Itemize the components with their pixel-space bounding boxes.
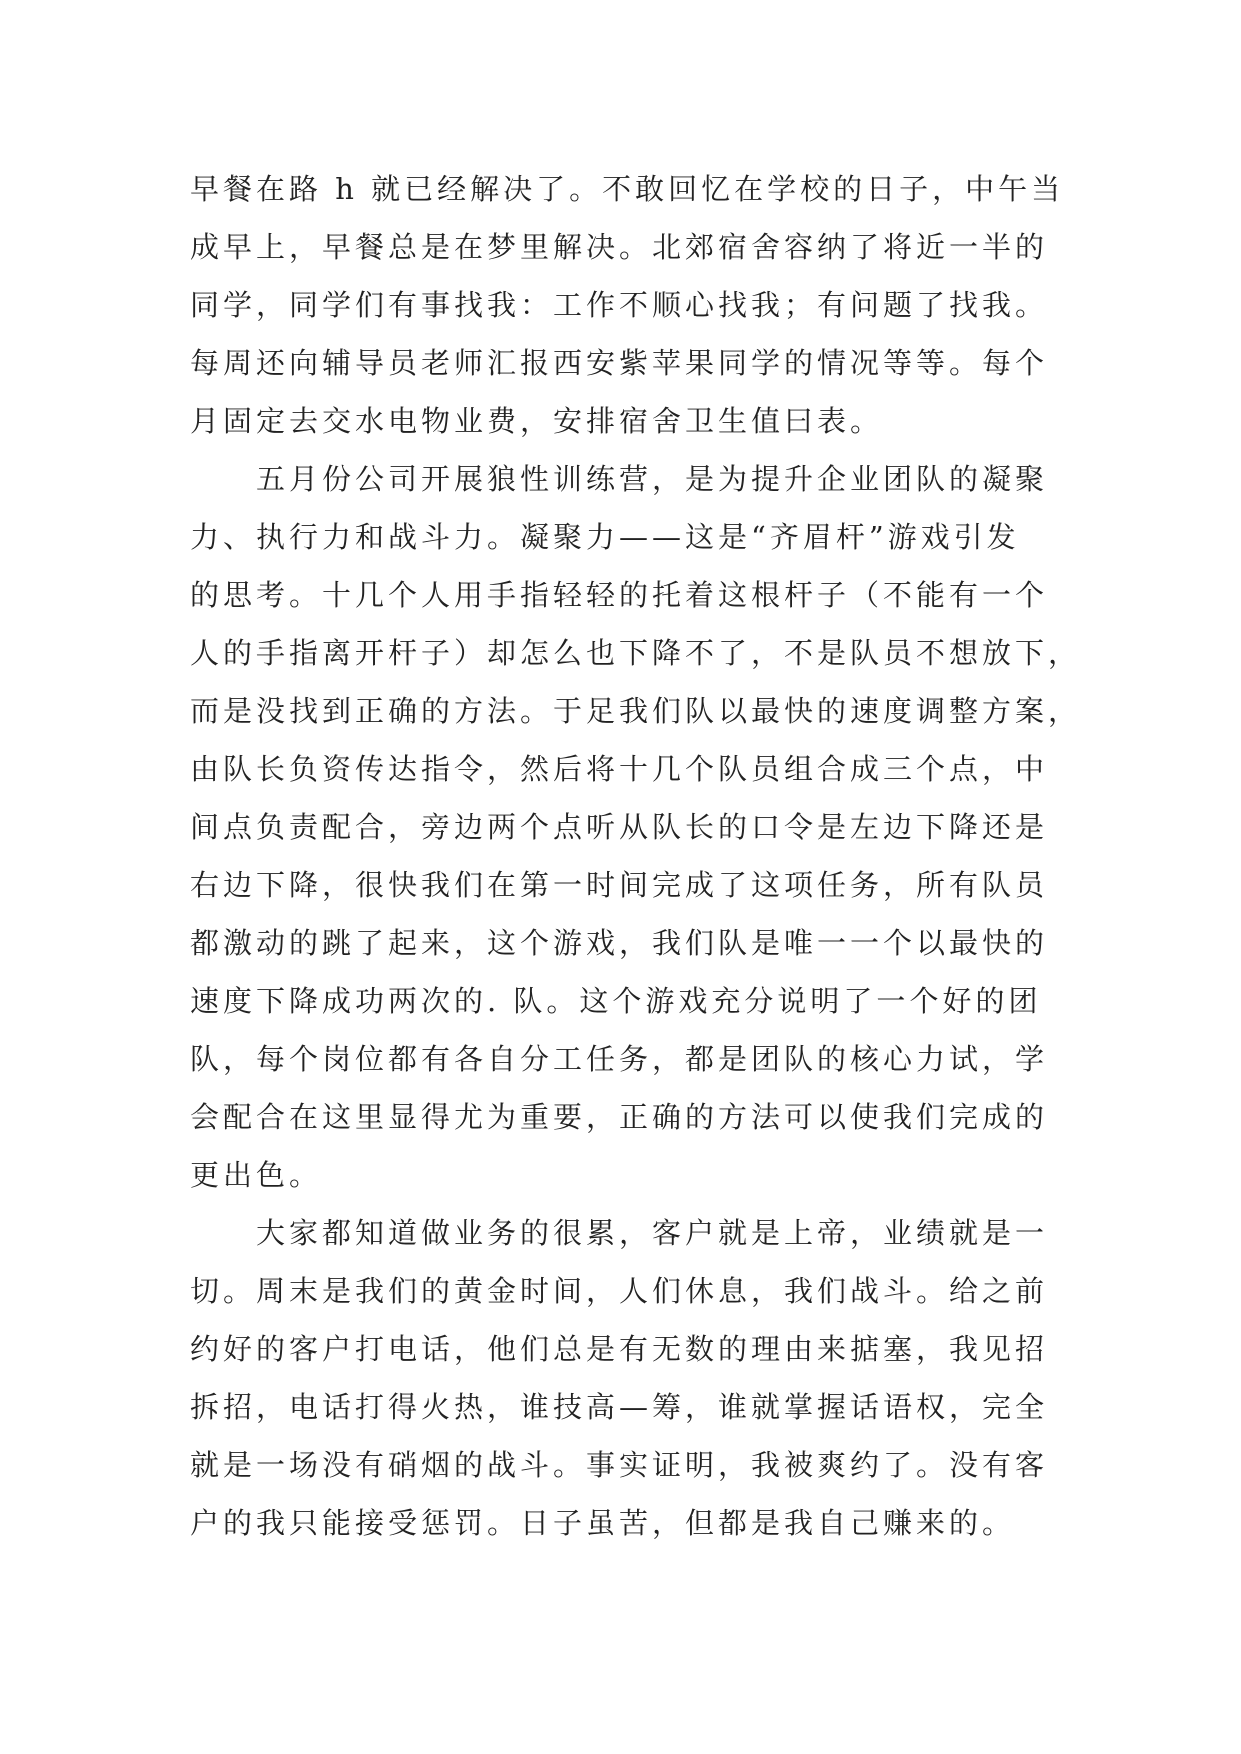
text-line: 更出色。 [190,1158,323,1192]
text-line: 户的我只能接受惩罚。日子虽苦，但都是我自己赚来的。 [190,1506,1016,1540]
text-line: 拆招，电话打得火热，谁技高—筹，谁就掌握话语权，完全 [190,1390,1049,1424]
text-line: 早餐在路 h 就已经解决了。不敢回忆在学校的日子，中午当 [190,172,1065,206]
text-line: 的思考。十几个人用手指轻轻的托着这根杆子（不能有一个 [190,578,1049,612]
text-line: 会配合在这里显得尤为重要，正确的方法可以使我们完成的 [190,1100,1049,1134]
text-line: 队，每个岗位都有各自分工任务，都是团队的核心力试，学 [190,1042,1049,1076]
text-line: 大家都知道做业务的很累，客户就是上帝，业绩就是一 [190,1216,1049,1250]
document-body [190,160,1082,1552]
text-line: 五月份公司开展狼性训练营，是为提升企业团队的凝聚 [190,462,1049,496]
text-line: 而是没找到正确的方法。于足我们队以最快的速度调整方案， [190,694,1082,728]
text-line: 都激动的跳了起来，这个游戏，我们队是唯一一个以最快的 [190,926,1049,960]
text-line: 月固定去交水电物业费，安排宿舍卫生值曰表。 [190,404,884,438]
text-line: 右边下降，很快我们在第一时间完成了这项任务，所有队员 [190,868,1049,902]
text-line: 速度下降成功两次的. 队。这个游戏充分说明了一个好的团 [190,984,1042,1018]
text-line: 间点负责配合，旁边两个点听从队长的口令是左边下降还是 [190,810,1049,844]
text-line: 就是一场没有硝烟的战斗。事实证明，我被爽约了。没有客 [190,1448,1049,1482]
text-line: 成早上，早餐总是在梦里解决。北郊宿舍容纳了将近一半的 [190,230,1049,264]
text-line: 切。周末是我们的黄金时间，人们休息，我们战斗。给之前 [190,1274,1049,1308]
text-line: 约好的客户打电话，他们总是有无数的理由来掂塞，我见招 [190,1332,1049,1366]
text-line: 由队长负资传达指令，然后将十几个队员组合成三个点，中 [190,752,1049,786]
text-line: 每周还向辅导员老师汇报西安紫苹果同学的情况等等。每个 [190,346,1049,380]
text-line: 力、执行力和战斗力。凝聚力——这是“齐眉杆”游戏引发 [190,520,1020,554]
text-line: 同学，同学们有事找我：工作不顺心找我；有问题了找我。 [190,288,1049,322]
text-line: 人的手指离开杆子）却怎么也下降不了，不是队员不想放下， [190,636,1082,670]
